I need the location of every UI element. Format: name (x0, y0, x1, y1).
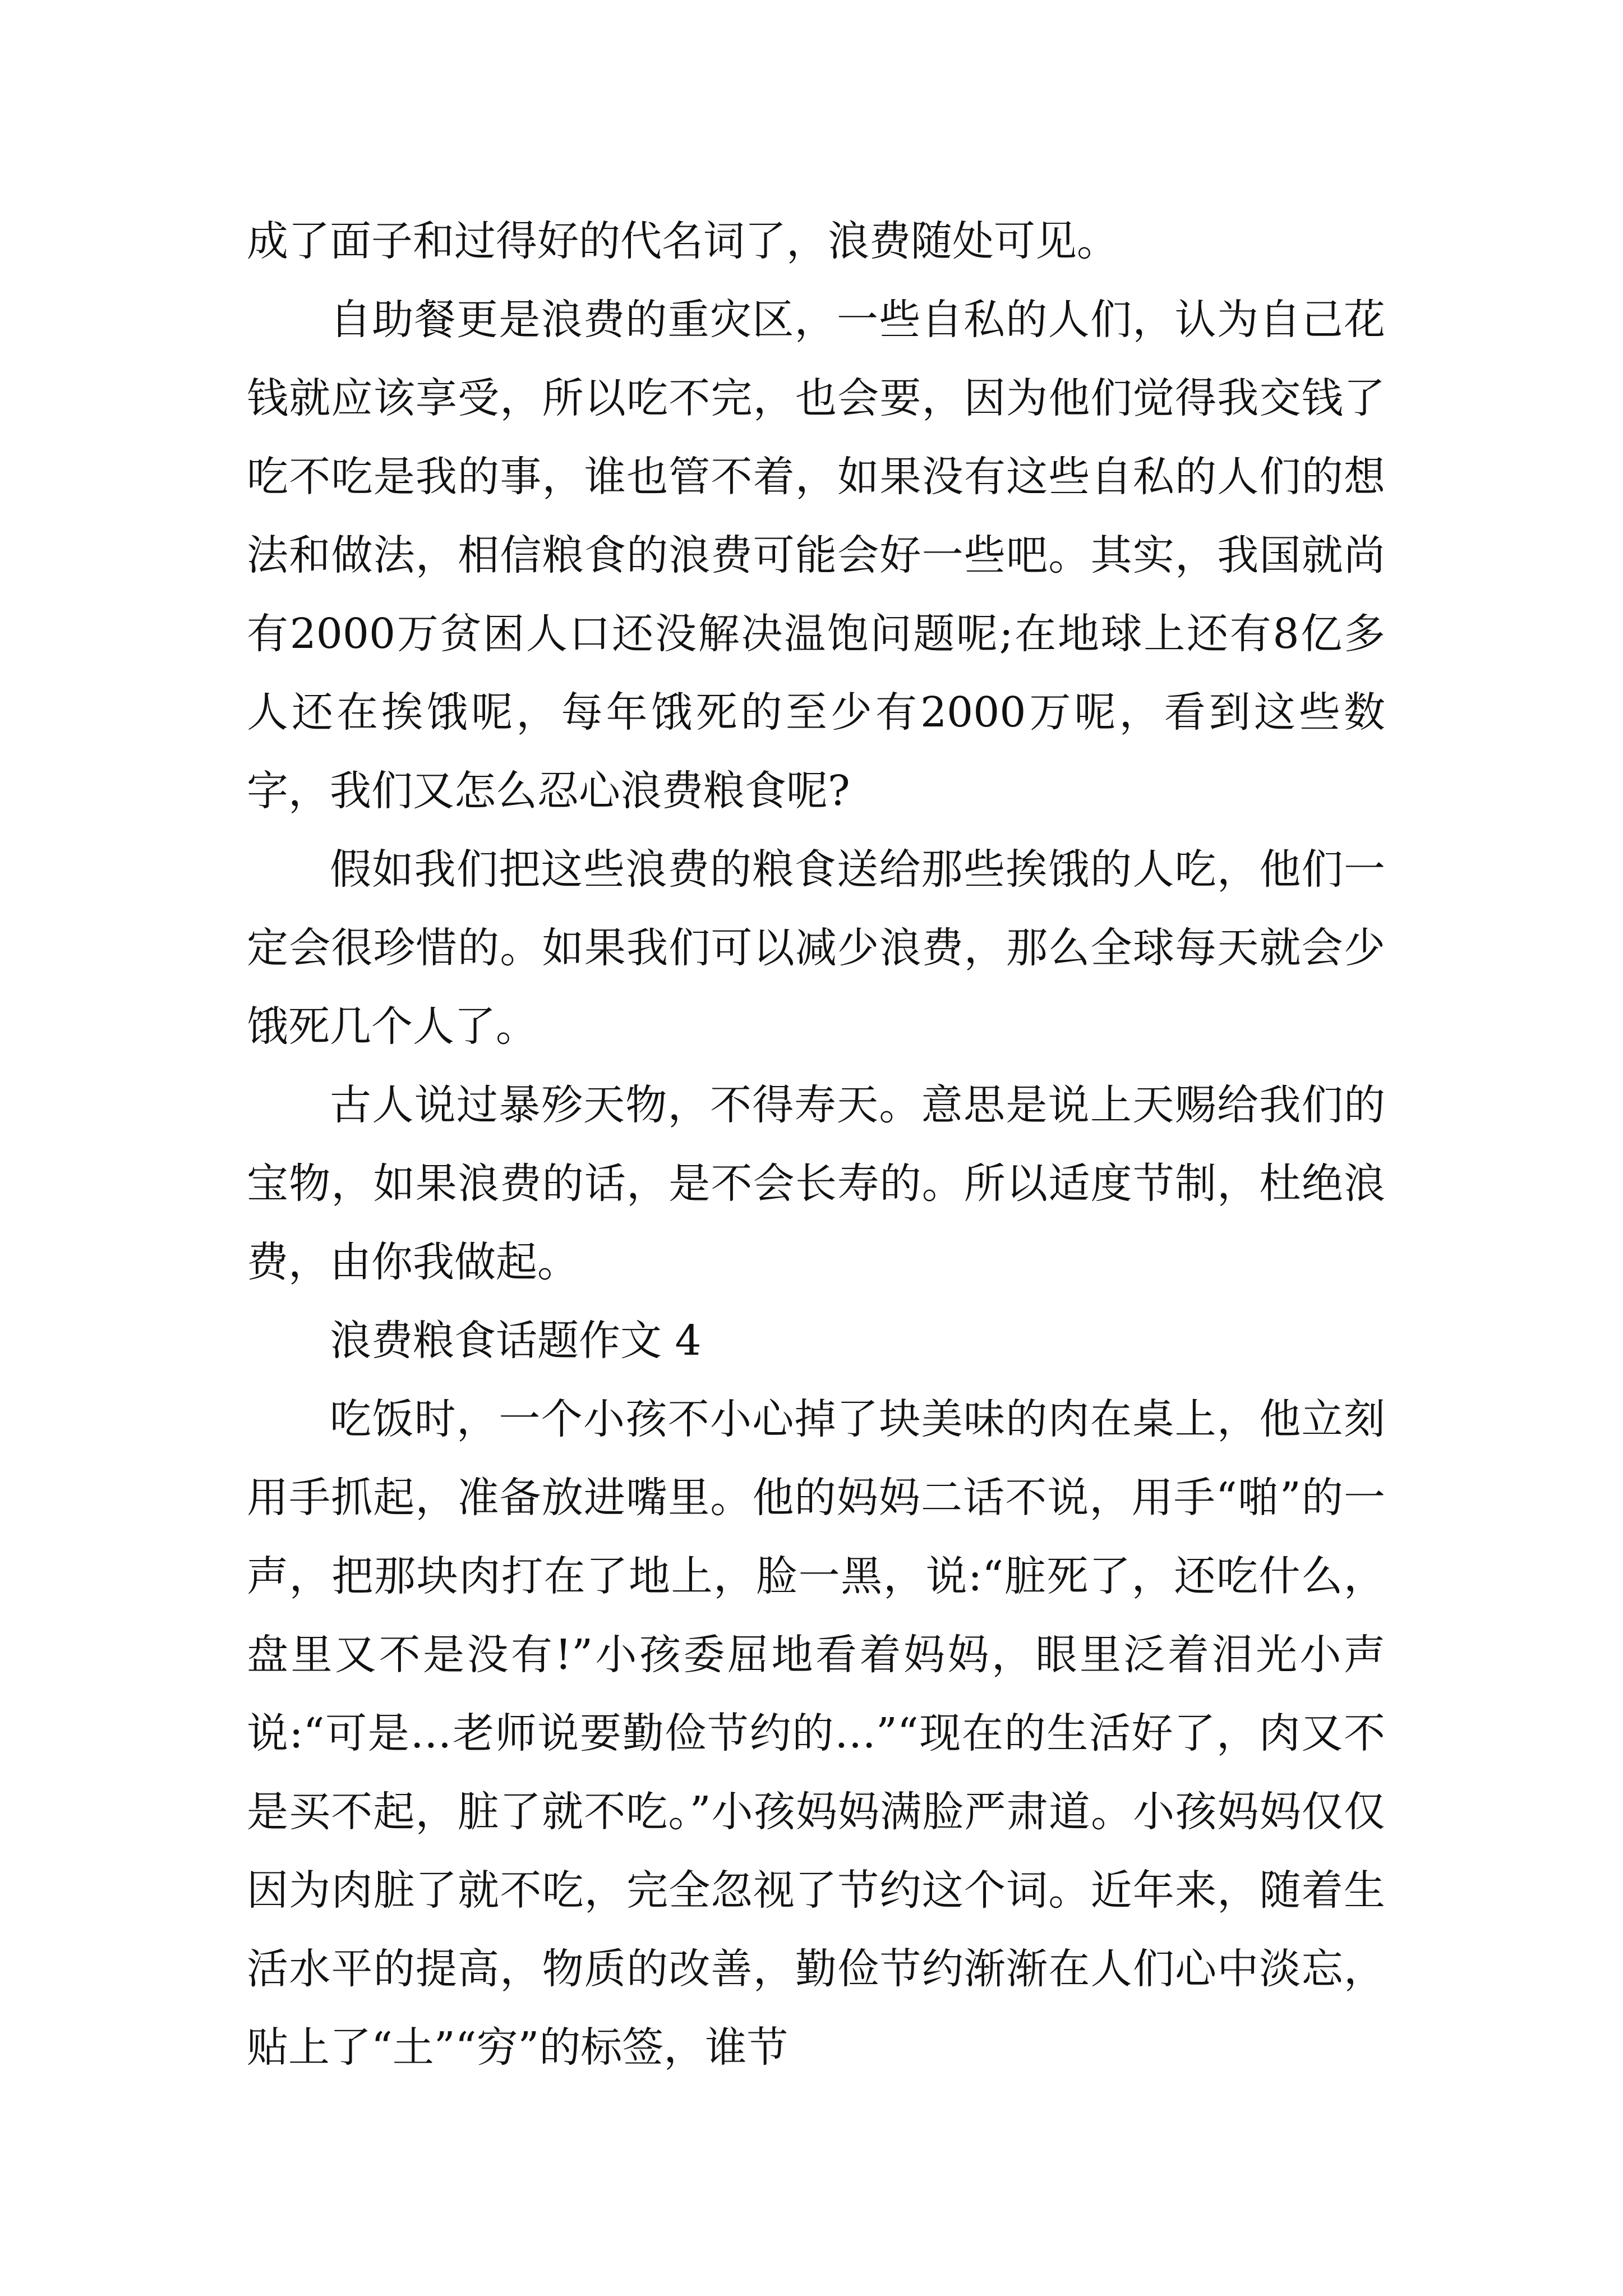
paragraph-5: 吃饭时，一个小孩不小心掉了块美味的肉在桌上，他立刻用手抓起，准备放进嘴里。他的妈妈二话不说，用手“啪”的一声，把那块肉打在了地上，脸一黑，说:“脏死了，还吃什么，盘里又不是没有!”小孩委屈地看着妈妈，眼里泛着泪光小声说:“可是…老师说要勤俭节约的…”“现在的生活好了，肉又不是买不起，脏了就不吃。”小孩妈妈满脸严肃道。小孩妈妈仅仅因为肉脏了就不吃，完全忽视了节约这个词。近年来，随着生活水平的提高，物质的改善，勤俭节约渐渐在人们心中淡忘，贴上了“土”“穷”的标签，谁节 (247, 1395, 1385, 2072)
section-heading: 浪费粮食话题作文 4 (330, 1317, 702, 1365)
paragraph-2: 自助餐更是浪费的重灾区，一些自私的人们，认为自己花钱就应该享受，所以吃不完，也会要，因为他们觉得我交钱了吃不吃是我的事，谁也管不着，如果没有这些自私的人们的想法和做法，相信粮食的浪费可能会好一些吧。其实，我国就尚有2000万贫困人口还没解决温饱问题呢;在地球上还有8亿多人还在挨饿呢，每年饿死的至少有2000万呢，看到这些数字，我们又怎么忍心浪费粮食呢? (247, 296, 1385, 815)
paragraph-1: 成了面子和过得好的代名词了，浪费随处可见。 (247, 217, 1118, 265)
document-body (247, 202, 1385, 2087)
paragraph-3: 假如我们把这些浪费的粮食送给那些挨饿的人吃，他们一定会很珍惜的。如果我们可以减少浪费，那么全球每天就会少饿死几个人了。 (247, 845, 1385, 1051)
paragraph-4: 古人说过暴殄天物，不得寿天。意思是说上天赐给我们的宝物，如果浪费的话，是不会长寿的。所以适度节制，杜绝浪费，由你我做起。 (247, 1081, 1385, 1286)
